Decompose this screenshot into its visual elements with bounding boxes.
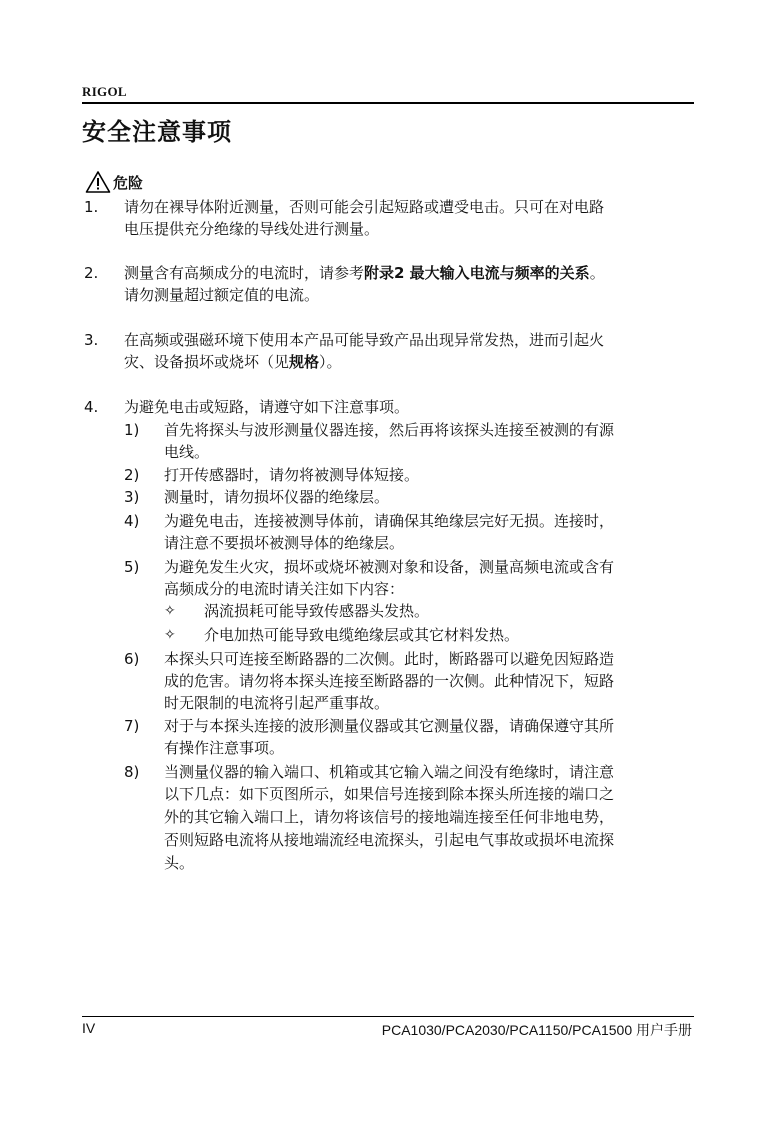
sub-item-text: 电线。	[164, 443, 210, 461]
item-number: 3.	[84, 331, 99, 349]
item-text: 请勿在裸导体附近测量，否则可能会引起短路或遭受电击。只可在对电路	[124, 198, 605, 216]
sub-item-text: 否则短路电流将从接地端流经电流探头，引起电气事故或损坏电流探	[164, 831, 615, 849]
danger-label: 危险	[113, 174, 144, 192]
item-text	[124, 351, 342, 373]
bullet-text: 涡流损耗可能导致传感器头发热。	[204, 602, 430, 620]
header-rule	[82, 102, 694, 104]
sub-item-number: 3)	[124, 488, 140, 506]
sub-item-text: 打开传感器时，请勿将被测导体短接。	[164, 466, 420, 484]
bullet-icon: ✧	[164, 603, 176, 619]
sub-item-text: 测量时，请勿损坏仪器的绝缘层。	[164, 488, 390, 506]
item-text-part: ）。	[319, 353, 342, 371]
sub-item-number: 4)	[124, 512, 140, 530]
sub-item-text: 首先将探头与波形测量仪器连接，然后再将该探头连接至被测的有源	[164, 421, 615, 439]
appendix-link[interactable]: 附录2 最大输入电流与频率的关系	[364, 264, 590, 282]
bullet-icon: ✧	[164, 627, 176, 643]
sub-item-text: 请注意不要损坏被测导体的绝缘层。	[164, 534, 405, 552]
specs-link[interactable]: 规格	[289, 353, 320, 371]
bullet-text: 介电加热可能导致电缆绝缘层或其它材料发热。	[204, 626, 520, 644]
sub-item-number: 8)	[124, 763, 140, 781]
item-text: 电压提供充分绝缘的导线处进行测量。	[124, 220, 380, 238]
item-number: 4.	[84, 398, 99, 416]
sub-item-number: 6)	[124, 650, 140, 668]
sub-item-text: 高频成分的电流时请关注如下内容：	[164, 580, 405, 598]
item-text-part: 。	[589, 264, 605, 282]
item-number: 2.	[84, 264, 99, 282]
sub-item-text: 外的其它输入端口上，请勿将该信号的接地端连接至任何非地电势，	[164, 808, 615, 826]
sub-item-text: 以下几点：如下页图所示，如果信号连接到除本探头所连接的端口之	[164, 785, 615, 803]
item-text: 在高频或强磁环境下使用本产品可能导致产品出现异常发热，进而引起火	[124, 331, 605, 349]
sub-item-number: 1)	[124, 421, 140, 439]
sub-item-text: 成的危害。请勿将本探头连接至断路器的一次侧。此种情况下，短路	[164, 672, 615, 690]
sub-item-number: 2)	[124, 466, 140, 484]
footer-rule	[82, 1016, 694, 1017]
item-number: 1.	[84, 198, 99, 216]
sub-item-text: 对于与本探头连接的波形测量仪器或其它测量仪器，请确保遵守其所	[164, 717, 615, 735]
brand-logo: RIGOL	[82, 84, 127, 99]
warning-triangle-icon	[85, 170, 111, 194]
page-title: 安全注意事项	[82, 118, 232, 146]
sub-item-text: 当测量仪器的输入端口、机箱或其它输入端之间没有绝缘时，请注意	[164, 763, 615, 781]
sub-item-text: 有操作注意事项。	[164, 739, 285, 757]
item-text	[124, 262, 605, 284]
sub-item-text: 头。	[164, 854, 195, 872]
item-text: 为避免电击或短路，请遵守如下注意事项。	[124, 398, 410, 416]
page-number: IV	[82, 1020, 96, 1036]
sub-item-text: 本探头只可连接至断路器的二次侧。此时，断路器可以避免因短路造	[164, 650, 615, 668]
danger-heading	[85, 168, 143, 194]
sub-item-number: 5)	[124, 558, 140, 576]
sub-item-text: 时无限制的电流将引起严重事故。	[164, 694, 390, 712]
item-text: 请勿测量超过额定值的电流。	[124, 286, 320, 304]
item-text-part: 灾、设备损坏或烧坏（见	[124, 353, 290, 371]
sub-item-text: 为避免发生火灾，损坏或烧坏被测对象和设备，测量高频电流或含有	[164, 558, 615, 576]
document-name: PCA1030/PCA2030/PCA1150/PCA1500 用户手册	[381, 1022, 692, 1038]
sub-item-text: 为避免电击，连接被测导体前，请确保其绝缘层完好无损。连接时，	[164, 512, 615, 530]
sub-item-number: 7)	[124, 717, 140, 735]
item-text-part: 测量含有高频成分的电流时，请参考	[124, 264, 365, 282]
